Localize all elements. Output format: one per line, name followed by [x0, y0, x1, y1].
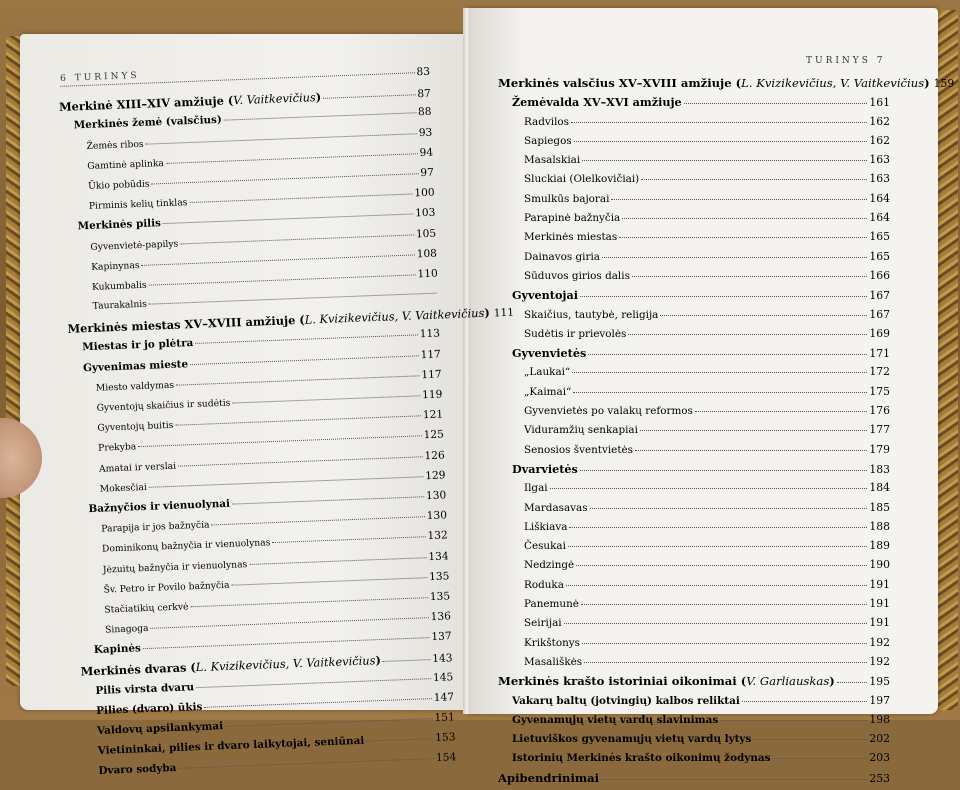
toc-right — [498, 76, 890, 790]
toc-leader-dots — [611, 198, 867, 200]
toc-entry — [498, 597, 890, 616]
toc-page-number: 192 — [869, 655, 890, 668]
toc-entry-title: Prekyba — [98, 442, 137, 454]
toc-leader-dots — [742, 700, 868, 702]
toc-page-number: 165 — [869, 230, 890, 243]
toc-entry — [498, 346, 890, 365]
toc-page-number: 184 — [869, 481, 890, 494]
toc-page-number: 167 — [869, 289, 890, 302]
toc-entry-author: V. Garliauskas — [746, 674, 829, 688]
toc-leader-dots — [582, 642, 867, 644]
toc-page-number: 121 — [423, 409, 444, 422]
toc-page-number: 179 — [869, 443, 890, 456]
toc-entry — [498, 539, 890, 558]
toc-entry — [498, 115, 890, 134]
toc-entry-title: Taurakalnis — [93, 299, 148, 312]
toc-entry-title: Gamtinė aplinka — [87, 158, 164, 172]
toc-entry-title: Stačiatikių cerkvė — [104, 601, 189, 615]
toc-leader-dots — [204, 697, 431, 708]
toc-leader-dots — [619, 236, 867, 238]
toc-leader-dots — [695, 410, 867, 412]
toc-entry-title: Česukai — [524, 540, 566, 552]
toc-leader-dots — [383, 659, 431, 663]
toc-page-number: 191 — [869, 578, 890, 591]
toc-entry-title: Smulkūs bajorai — [524, 193, 609, 205]
toc-page-number: 176 — [869, 404, 890, 417]
toc-page-number: 147 — [434, 691, 455, 704]
toc-page-number: 100 — [414, 187, 435, 200]
toc-entry — [498, 751, 890, 770]
toc-page-number: 189 — [869, 539, 890, 552]
toc-leader-dots — [190, 354, 419, 365]
toc-page-number: 119 — [422, 388, 443, 401]
toc-entry-title: Dainavos giria — [524, 251, 600, 263]
toc-entry-title: Masalskiai — [524, 154, 580, 166]
toc-page-number: 136 — [430, 610, 451, 623]
toc-page-number: 164 — [869, 192, 890, 205]
toc-entry-title: Parapija ir jos bažnyčia — [101, 520, 210, 535]
toc-page-number: 162 — [869, 115, 890, 128]
toc-entry-title: Miestas ir jo plėtra — [82, 337, 193, 353]
toc-leader-dots — [581, 603, 867, 605]
toc-leader-dots — [580, 295, 867, 297]
toc-entry — [498, 694, 890, 713]
toc-page-number: 161 — [869, 96, 890, 109]
toc-page-number: 202 — [869, 732, 890, 745]
toc-entry-title: Sapiegos — [524, 135, 572, 147]
toc-entry-title: Merkinės miestas XV–XVIII amžiuje (L. Kvizikevičius, V. Vaitkevičius) — [67, 306, 490, 336]
toc-entry-title: Pirminis kelių tinklas — [89, 197, 188, 212]
toc-page-number: 111 — [494, 307, 515, 320]
toc-page-number: 183 — [869, 463, 890, 476]
toc-entry-title: Valdovų apsilankymai — [97, 720, 224, 737]
toc-entry-title: „Laukai“ — [524, 366, 570, 378]
toc-page-number: 192 — [869, 636, 890, 649]
toc-leader-dots — [772, 757, 867, 759]
toc-entry — [498, 520, 890, 539]
toc-entry — [498, 713, 890, 732]
toc-entry — [498, 655, 890, 674]
toc-entry-title: Jėzuitų bažnyčia ir vienuolynas — [103, 559, 248, 576]
toc-entry-title: Bažnyčios ir vienuolynai — [88, 498, 230, 515]
toc-entry-author: L. Kvizikevičius, V. Vaitkevičius — [195, 654, 375, 675]
toc-leader-dots — [189, 193, 412, 204]
toc-page-number: 191 — [869, 597, 890, 610]
toc-entry-title: Krikštonys — [524, 637, 580, 649]
toc-left — [58, 66, 457, 786]
toc-entry-title: Pilis virsta dvaru — [95, 681, 194, 697]
toc-entry — [498, 153, 890, 172]
toc-page-number: 163 — [869, 153, 890, 166]
toc-page-number: 197 — [869, 694, 890, 707]
toc-leader-dots — [272, 536, 425, 544]
toc-entry-title: Sinagoga — [105, 623, 149, 636]
toc-leader-dots — [195, 334, 418, 345]
toc-leader-dots — [366, 737, 433, 742]
toc-page-number: 253 — [869, 772, 890, 785]
toc-page-number: 162 — [869, 134, 890, 147]
toc-leader-dots — [224, 112, 416, 121]
toc-entry — [498, 172, 890, 191]
toc-page-number: 191 — [869, 616, 890, 629]
toc-entry-title: Radvilos — [524, 116, 569, 128]
toc-entry — [498, 269, 890, 288]
toc-page-number: 130 — [426, 489, 447, 502]
toc-entry-title: Ilgai — [524, 482, 548, 494]
toc-page-number: 94 — [419, 146, 433, 159]
toc-page-number: 117 — [420, 348, 441, 361]
toc-entry — [498, 327, 890, 346]
book-gutter — [463, 8, 471, 714]
toc-entry-title: Sudėtis ir prievolės — [524, 328, 626, 340]
toc-entry-title: Parapinė bažnyčia — [524, 212, 620, 224]
toc-page-number: 134 — [428, 550, 449, 563]
toc-entry — [498, 95, 890, 114]
toc-entry-title: Mardasavas — [524, 502, 588, 514]
toc-entry — [498, 423, 890, 442]
toc-leader-dots — [573, 391, 867, 393]
toc-leader-dots — [753, 738, 867, 740]
book-cover-right-edge — [936, 10, 958, 710]
toc-entry-title: Ūkio pobūdis — [88, 179, 150, 192]
toc-leader-dots — [632, 275, 867, 277]
toc-entry-title: Roduka — [524, 579, 564, 591]
toc-entry — [498, 501, 890, 520]
toc-leader-dots — [568, 545, 867, 547]
toc-page-number: 93 — [419, 126, 433, 139]
toc-entry-title: Vakarų baltų (jotvingių) kalbos reliktai — [512, 695, 740, 707]
toc-entry-title: Merkinės valsčius XV–XVIII amžiuje (L. Kvizikevičius, V. Vaitkevičius) — [498, 76, 930, 90]
toc-page-number: 135 — [429, 570, 450, 583]
toc-entry — [498, 636, 890, 655]
toc-leader-dots — [232, 394, 420, 403]
toc-entry-title: Kapinės — [94, 642, 141, 656]
toc-entry-title: Dvarvietės — [512, 462, 578, 476]
toc-entry — [498, 230, 890, 249]
toc-leader-dots — [660, 314, 867, 316]
toc-entry-title: Amatai ir verslai — [99, 460, 177, 474]
toc-entry-title: Kukumbalis — [92, 280, 147, 293]
toc-page-number: 130 — [427, 510, 448, 523]
toc-entry — [498, 250, 890, 269]
toc-entry-title: Dominikonų bažnyčia ir vienuolynas — [102, 538, 271, 555]
toc-leader-dots — [582, 159, 867, 161]
toc-leader-dots — [571, 121, 867, 123]
toc-entry-title: Merkinės miestas — [524, 231, 617, 243]
toc-entry-title: Liškiava — [524, 521, 567, 533]
toc-page-number: 126 — [424, 449, 445, 462]
toc-page-number: 108 — [416, 247, 437, 260]
toc-leader-dots — [231, 576, 427, 586]
toc-entry — [498, 134, 890, 153]
toc-leader-dots — [232, 495, 424, 504]
toc-entry-title: Seiriјai — [524, 617, 562, 629]
toc-entry — [498, 462, 890, 481]
toc-entry-title: Merkinės pilis — [77, 217, 161, 232]
toc-page-number: 129 — [425, 469, 446, 482]
toc-entry-title: Mokesčiai — [100, 482, 148, 495]
toc-entry — [498, 558, 890, 577]
toc-entry — [498, 732, 890, 751]
right-page-header: TURINYS 7 — [806, 56, 886, 66]
toc-leader-dots — [572, 371, 867, 373]
toc-page-number: 125 — [423, 429, 444, 442]
toc-page-number: 190 — [869, 558, 890, 571]
toc-entry — [498, 308, 890, 327]
toc-entry-title: Panemunė — [524, 598, 579, 610]
toc-page-number: 185 — [869, 501, 890, 514]
toc-page-number: 175 — [869, 385, 890, 398]
toc-page-number: 177 — [869, 423, 890, 436]
toc-entry-title: Kapinynas — [91, 260, 140, 273]
toc-page-number: 97 — [420, 167, 434, 180]
toc-leader-dots — [622, 217, 867, 219]
toc-page-number: 163 — [869, 172, 890, 185]
toc-leader-dots — [211, 515, 424, 525]
toc-leader-dots — [249, 556, 426, 565]
toc-page-number: 165 — [869, 250, 890, 263]
toc-page-number: 113 — [420, 328, 441, 341]
toc-page-number: 188 — [869, 520, 890, 533]
left-page-header: 6 TURINYS — [60, 71, 140, 84]
toc-entry — [498, 385, 890, 404]
toc-leader-dots — [635, 449, 867, 451]
toc-leader-dots — [601, 778, 867, 780]
toc-leader-dots — [576, 564, 867, 566]
toc-leader-dots — [566, 584, 867, 586]
toc-page-number: 110 — [417, 267, 438, 280]
toc-page-number: 145 — [433, 671, 454, 684]
toc-entry-title: Merkinės žemė (valsčius) — [74, 114, 223, 132]
toc-entry — [498, 771, 890, 790]
toc-page-number: 132 — [427, 530, 448, 543]
toc-entry-title: Skaičius, tautybė, religija — [524, 309, 658, 321]
toc-entry — [498, 443, 890, 462]
toc-leader-dots — [602, 256, 867, 258]
toc-page-number: 195 — [869, 675, 890, 688]
toc-entry-title: Dvaro sodyba — [98, 762, 176, 777]
toc-leader-dots — [588, 353, 867, 355]
toc-entry-title: Žemės ribos — [86, 138, 143, 151]
toc-leader-dots — [837, 681, 868, 683]
toc-leader-dots — [580, 469, 868, 471]
toc-entry-title: Gyvenamųjų vietų vardų slavinimas — [512, 714, 718, 726]
toc-entry — [498, 192, 890, 211]
toc-entry — [498, 365, 890, 384]
toc-entry-title: „Kaimai“ — [524, 386, 571, 398]
toc-entry-title: Pilies (dvaro) ūkis — [96, 701, 203, 717]
toc-entry-title: Lietuviškos gyvenamųjų vietų vardų lytys — [512, 733, 751, 745]
toc-entry-title: Sluckiai (Olelkovičiai) — [524, 173, 639, 185]
toc-entry-title: Gyventojų skaičius ir sudėtis — [96, 398, 230, 414]
toc-entry-title: Gyvenimas mieste — [83, 358, 188, 374]
toc-entry — [498, 76, 890, 95]
toc-leader-dots — [323, 93, 415, 99]
toc-entry-title: Miesto valdymas — [96, 380, 175, 394]
toc-entry-author: V. Vaitkevičius — [233, 90, 316, 107]
toc-entry-author: L. Kvizikevičius, V. Vaitkevičius — [304, 306, 484, 327]
toc-page-number: 166 — [869, 269, 890, 282]
toc-page-number: 135 — [430, 590, 451, 603]
toc-page-number: 164 — [869, 211, 890, 224]
toc-page-number: 172 — [869, 365, 890, 378]
toc-entry-title: Merkinė XIII–XIV amžiuje (V. Vaitkevičius) — [59, 90, 322, 114]
toc-entry — [498, 578, 890, 597]
toc-entry — [498, 616, 890, 635]
toc-leader-dots — [641, 178, 867, 180]
toc-leader-dots — [574, 140, 868, 142]
toc-leader-dots — [640, 429, 867, 431]
toc-entry — [498, 481, 890, 500]
toc-page-number: 153 — [435, 731, 456, 744]
toc-entry-title: Apibendrinimai — [498, 771, 599, 785]
toc-page-number: 154 — [436, 752, 457, 765]
toc-leader-dots — [196, 677, 431, 688]
toc-entry-title: Žemėvalda XV–XVI amžiuje — [512, 95, 682, 109]
toc-page-number: 83 — [416, 66, 430, 79]
toc-page-number: 198 — [869, 713, 890, 726]
toc-page-number: 88 — [418, 106, 432, 119]
toc-leader-dots — [590, 507, 868, 509]
toc-entry-title: Viduramžių senkapiai — [524, 424, 638, 436]
toc-entry-title: Merkinės krašto istoriniai oikonimai (V. Garliauskas) — [498, 674, 835, 688]
toc-entry-title: Merkinės dvaras (L. Kvizikevičius, V. Vaitkevičius) — [80, 653, 381, 679]
toc-entry-title: Masališkės — [524, 656, 582, 668]
toc-leader-dots — [550, 487, 868, 489]
toc-entry-title: Gyvenvietės — [512, 346, 586, 360]
toc-page-number: 105 — [416, 227, 437, 240]
toc-entry-title: Istorinių Merkinės krašto oikonimų žodynas — [512, 752, 770, 764]
toc-leader-dots — [180, 233, 414, 244]
toc-entry-title: Gyvenvietė-papilys — [90, 238, 178, 252]
toc-page-number: 143 — [432, 653, 453, 666]
toc-leader-dots — [628, 333, 867, 335]
toc-entry-title: Gyventojai — [512, 288, 578, 302]
toc-leader-dots — [225, 717, 433, 727]
toc-page-number: 87 — [417, 88, 431, 101]
toc-page-number: 151 — [434, 711, 455, 724]
toc-page-number: 203 — [869, 751, 890, 764]
toc-page-number: 103 — [415, 207, 436, 220]
toc-page-number: 171 — [869, 347, 890, 360]
toc-page-number: 169 — [869, 327, 890, 340]
toc-page-number: 167 — [869, 308, 890, 321]
toc-page-number: 117 — [421, 368, 442, 381]
toc-leader-dots — [569, 526, 867, 528]
toc-entry-title: Gyventojų buitis — [97, 420, 173, 434]
toc-leader-dots — [564, 622, 868, 624]
toc-entry-author: L. Kvizikevičius, V. Vaitkevičius — [741, 76, 924, 90]
toc-entry-title: Šv. Petro ir Povilo bažnyčia — [103, 579, 229, 595]
toc-leader-dots — [684, 102, 868, 104]
toc-entry — [498, 404, 890, 423]
toc-entry-title: Gyvenvietės po valakų reformos — [524, 405, 693, 417]
toc-entry-title: Vietininkai, pilies ir dvaro laikytojai, seniūnai — [98, 735, 365, 757]
toc-entry-title: Senosios šventvietės — [524, 444, 633, 456]
toc-entry — [498, 211, 890, 230]
toc-page-number: 137 — [431, 631, 452, 644]
toc-entry — [498, 288, 890, 307]
toc-leader-dots — [584, 661, 867, 663]
toc-entry-title: Nedzingė — [524, 559, 574, 571]
toc-page-number: 159 — [934, 77, 955, 90]
toc-entry — [498, 674, 890, 693]
toc-entry-title: Sūduvos girios dalis — [524, 270, 630, 282]
